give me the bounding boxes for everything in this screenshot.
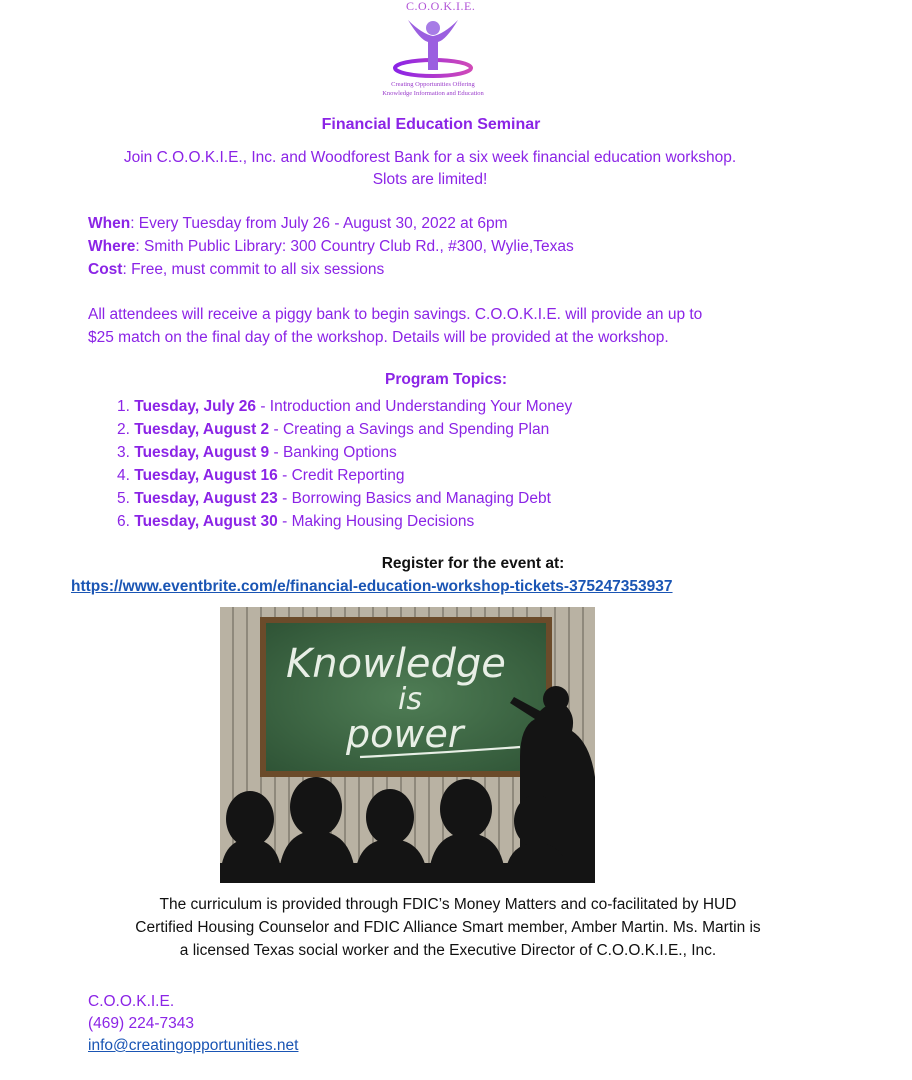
when-row bbox=[88, 212, 574, 235]
cookie-logo bbox=[368, 0, 498, 104]
topic-item bbox=[117, 510, 572, 533]
logo-tagline bbox=[366, 80, 500, 98]
curriculum-line2: Certified Housing Counselor and FDIC Alliance Smart member, Amber Martin. Ms. Martin is bbox=[135, 919, 761, 936]
intro-line2: Slots are limited! bbox=[372, 171, 488, 188]
eventbrite-link[interactable]: https://www.eventbrite.com/e/financial-education-workshop-tickets-375247353937 bbox=[71, 578, 673, 595]
when-value: : Every Tuesday from July 26 - August 30, 2022 at 6pm bbox=[130, 215, 508, 232]
topic-number: 6. bbox=[117, 513, 130, 530]
topic-description: - Borrowing Basics and Managing Debt bbox=[277, 490, 551, 507]
topic-description: - Banking Options bbox=[269, 444, 397, 461]
program-topics-list bbox=[117, 395, 572, 533]
contact-email-link[interactable]: info@creatingopportunities.net bbox=[88, 1037, 299, 1054]
cost-label: Cost bbox=[88, 261, 123, 278]
topic-description: - Introduction and Understanding Your Money bbox=[256, 398, 573, 415]
topic-date: Tuesday, August 2 bbox=[134, 421, 270, 438]
topic-description: - Creating a Savings and Spending Plan bbox=[269, 421, 550, 438]
event-details bbox=[88, 212, 574, 281]
contact-org: C.O.O.K.I.E. bbox=[88, 993, 175, 1010]
topic-date: Tuesday, August 30 bbox=[134, 513, 278, 530]
topic-item bbox=[117, 418, 572, 441]
topic-number: 2. bbox=[117, 421, 130, 438]
attendees-paragraph bbox=[88, 303, 808, 349]
intro-text bbox=[80, 147, 780, 191]
knowledge-is-power-photo bbox=[220, 607, 595, 883]
topic-number: 5. bbox=[117, 490, 130, 507]
topic-description: - Making Housing Decisions bbox=[277, 513, 475, 530]
topic-date: Tuesday, August 16 bbox=[134, 467, 278, 484]
cost-row bbox=[88, 258, 574, 281]
cost-value: : Free, must commit to all six sessions bbox=[122, 261, 385, 278]
page-title: Financial Education Seminar bbox=[321, 116, 541, 133]
logo-tagline-line2: Knowledge Information and Education bbox=[382, 90, 484, 97]
curriculum-line3: a licensed Texas social worker and the Executive Director of C.O.O.K.I.E., Inc. bbox=[179, 942, 717, 959]
topic-description: - Credit Reporting bbox=[277, 467, 405, 484]
register-label: Register for the event at: bbox=[381, 555, 565, 572]
attendees-line1: All attendees will receive a piggy bank to begin savings. C.O.O.K.I.E. will provide an up to bbox=[88, 306, 703, 323]
curriculum-paragraph bbox=[80, 893, 816, 962]
chalk-line-is: is bbox=[398, 682, 422, 717]
topic-item bbox=[117, 464, 572, 487]
topic-date: Tuesday, August 23 bbox=[134, 490, 278, 507]
topic-number: 1. bbox=[117, 398, 130, 415]
when-label: When bbox=[88, 215, 131, 232]
intro-line1: Join C.O.O.K.I.E., Inc. and Woodforest Bank for a six week financial education workshop. bbox=[123, 149, 737, 166]
topic-date: Tuesday, August 9 bbox=[134, 444, 270, 461]
where-label: Where bbox=[88, 238, 136, 255]
program-topics-heading: Program Topics: bbox=[384, 371, 507, 388]
topic-date: Tuesday, July 26 bbox=[134, 398, 257, 415]
topic-number: 3. bbox=[117, 444, 130, 461]
person-figure-icon bbox=[388, 10, 478, 80]
topic-number: 4. bbox=[117, 467, 130, 484]
topic-item bbox=[117, 441, 572, 464]
topic-item bbox=[117, 487, 572, 510]
logo-brand-text: C.O.O.K.I.E. bbox=[406, 0, 476, 13]
curriculum-line1: The curriculum is provided through FDIC’s Money Matters and co-facilitated by HUD bbox=[159, 896, 737, 913]
logo-tagline-line1: Creating Opportunities Offering bbox=[391, 81, 475, 88]
chalk-line-power: power bbox=[346, 712, 464, 756]
where-row bbox=[88, 235, 574, 258]
topic-item bbox=[117, 395, 572, 418]
where-value: : Smith Public Library: 300 Country Club Rd., #300, Wylie,Texas bbox=[135, 238, 574, 255]
attendees-line2: $25 match on the final day of the workshop. Details will be provided at the workshop. bbox=[88, 329, 669, 346]
contact-block bbox=[88, 991, 298, 1057]
contact-phone: (469) 224-7343 bbox=[88, 1015, 194, 1032]
chalk-line-knowledge: Knowledge bbox=[286, 641, 506, 687]
